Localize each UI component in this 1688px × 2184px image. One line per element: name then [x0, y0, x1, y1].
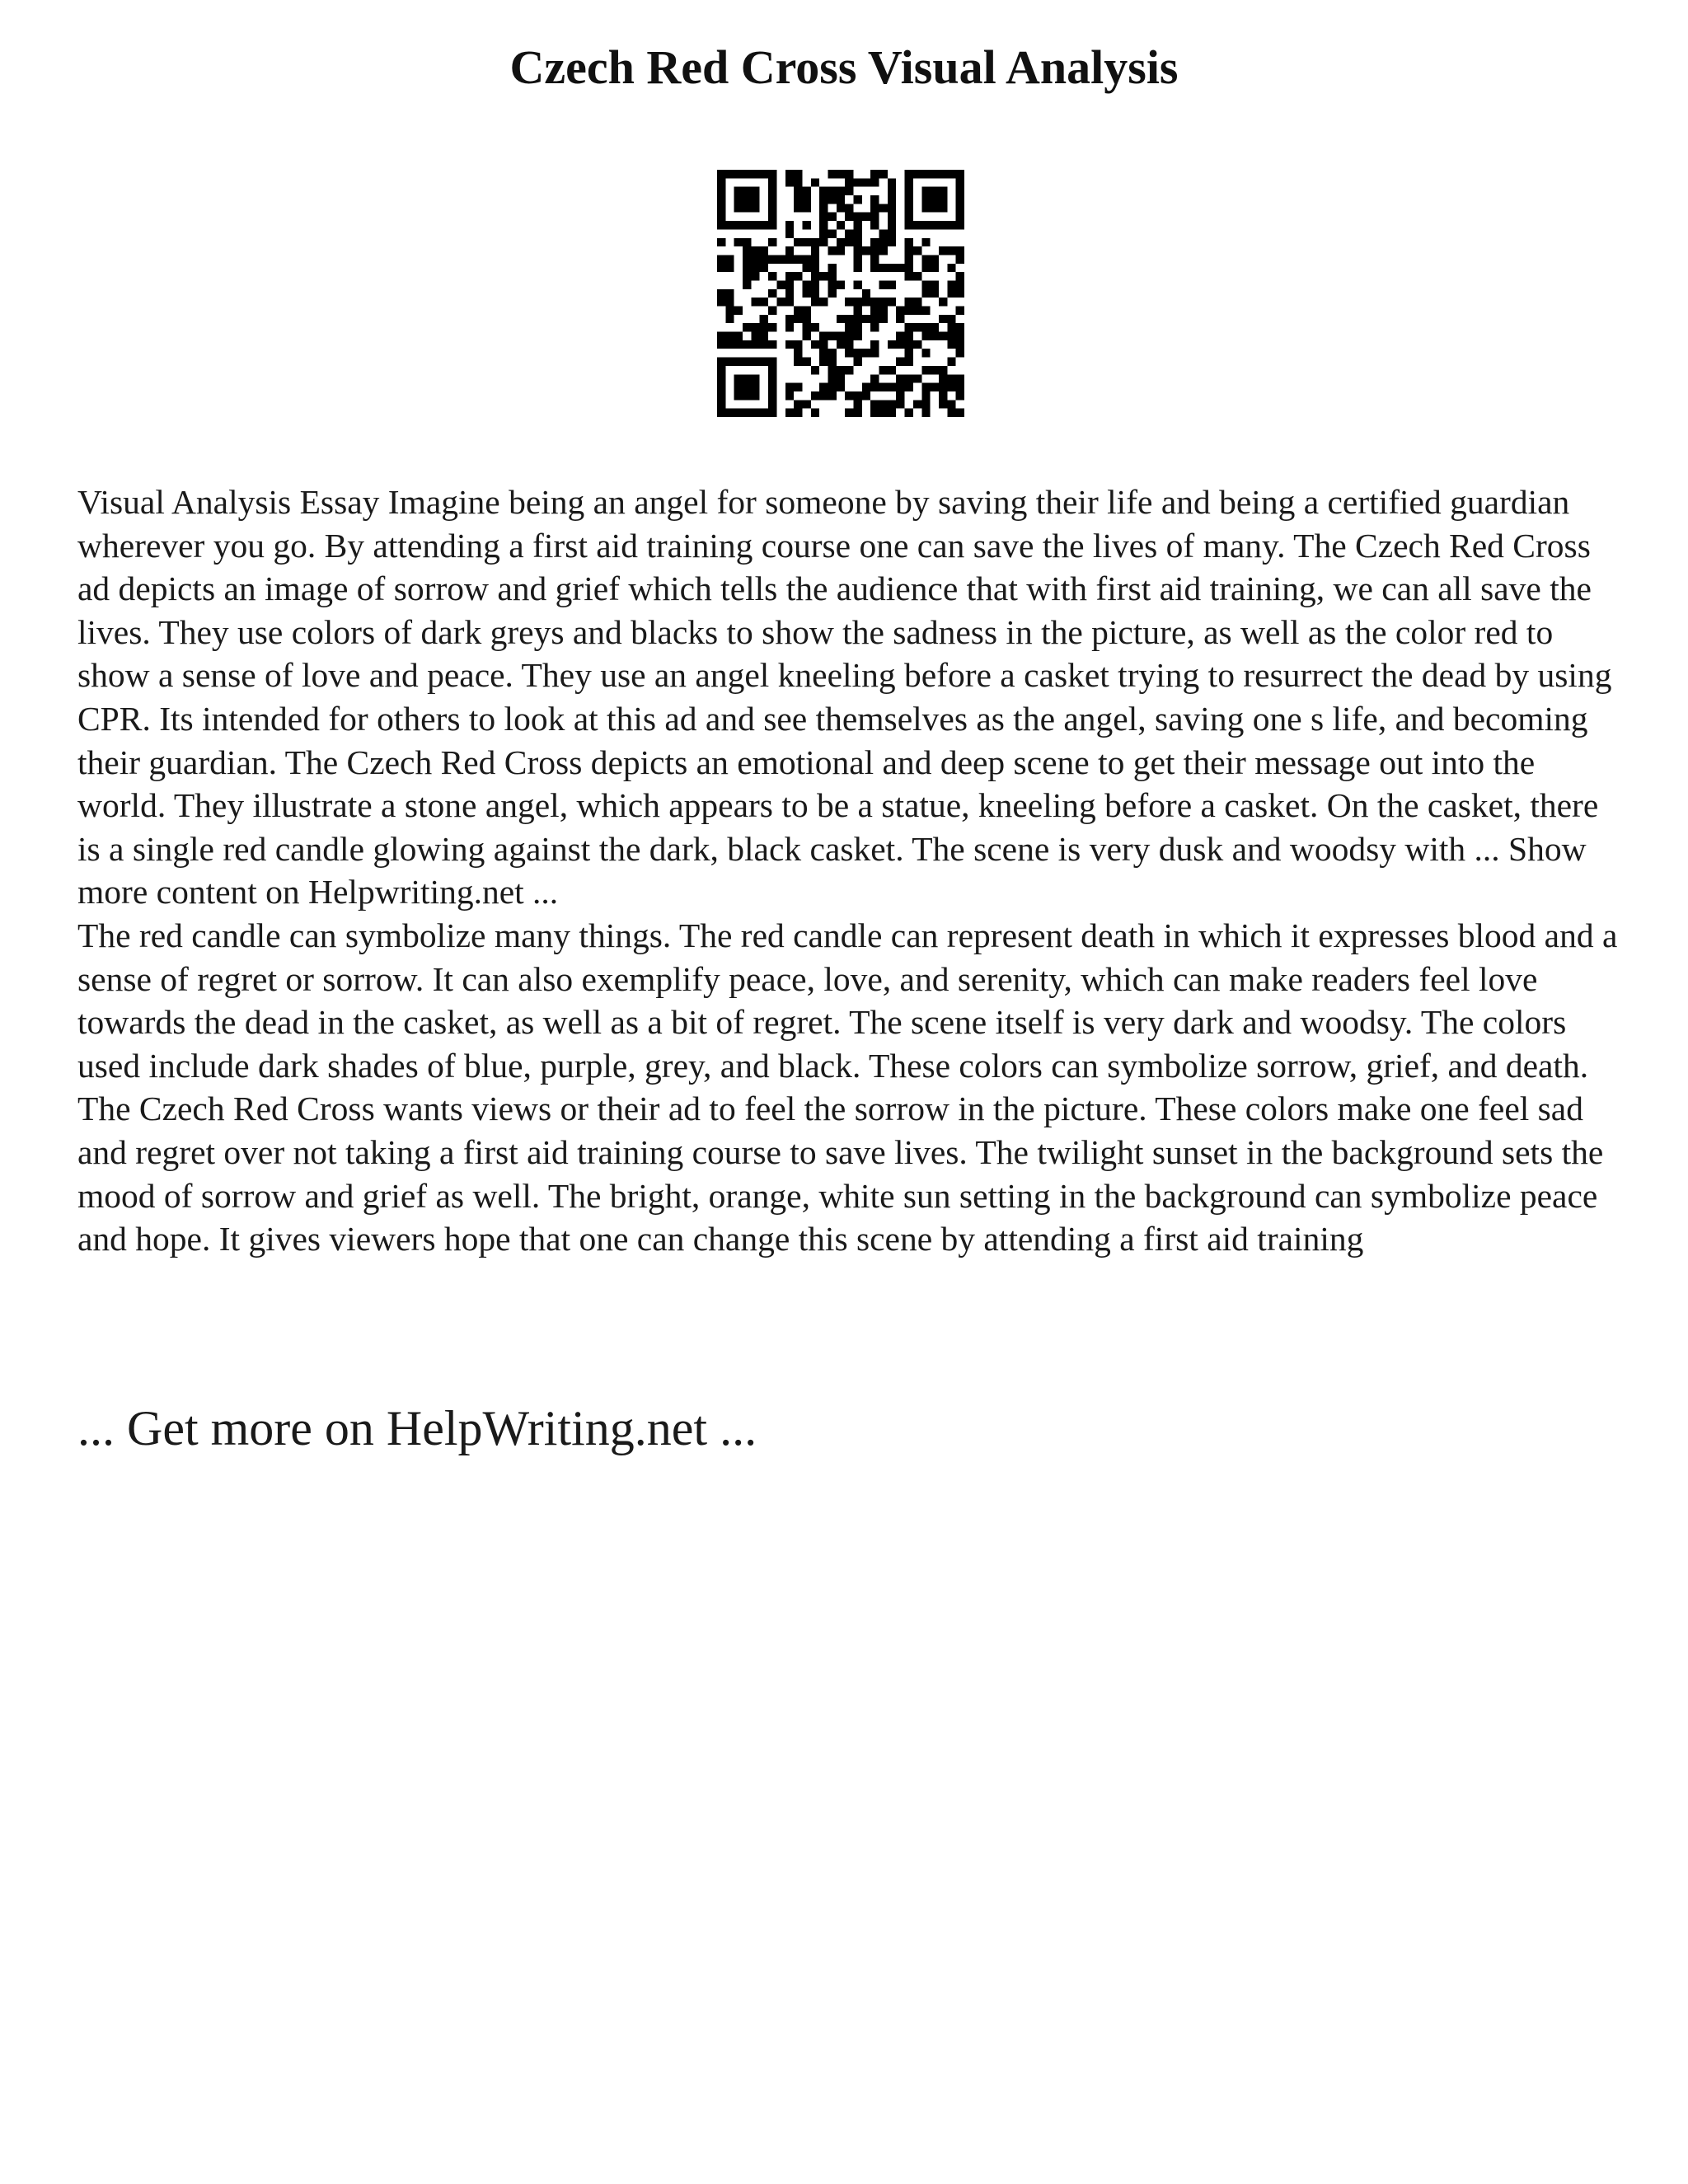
- essay-paragraph-1: Visual Analysis Essay Imagine being an angel for someone by saving their life and being a certified guardian wherever you go. By attending a first aid training course one can save the lives of many. The Czech Red Cross ad depicts an image of sorrow and grief which tells the audience that with first aid training, we can all save the lives. They use colors of dark greys and blacks to show the sadness in the picture, as well as the color red to show a sense of love and peace. They use an angel kneeling before a casket trying to resurrect the dead by using CPR. Its intended for others to look at this ad and see themselves as the angel, saving one s life, and becoming their guardian. The Czech Red Cross depicts an emotional and deep scene to get their message out into the world. They illustrate a stone angel, which appears to be a statue, kneeling before a casket. On the casket, there is a single red candle glowing against the dark, black casket. The scene is very dusk and woodsy with ... Show more content on Helpwriting.net ...: [77, 483, 1612, 912]
- qr-code-graphic: [717, 170, 964, 417]
- qr-code-icon: [717, 170, 964, 417]
- get-more-link[interactable]: ... Get more on HelpWriting.net ...: [77, 1401, 757, 1455]
- essay-body: [77, 480, 1627, 1261]
- essay-paragraph-2: The red candle can symbolize many things. The red candle can represent death in which it expresses blood and a sense of regret or sorrow. It can also exemplify peace, love, and serenity, which can make readers feel love towards the dead in the casket, as well as a bit of regret. The scene itself is very dark and woodsy. The colors used include dark shades of blue, purple, grey, and black. These colors can symbolize sorrow, grief, and death. The Czech Red Cross wants views or their ad to feel the sorrow in the picture. These colors make one feel sad and regret over not taking a first aid training course to save lives. The twilight sunset in the background sets the mood of sorrow and grief as well. The bright, orange, white sun setting in the background can symbolize peace and hope. It gives viewers hope that one can change this scene by attending a first aid training: [77, 916, 1618, 1258]
- document-title: Czech Red Cross Visual Analysis: [509, 40, 1179, 94]
